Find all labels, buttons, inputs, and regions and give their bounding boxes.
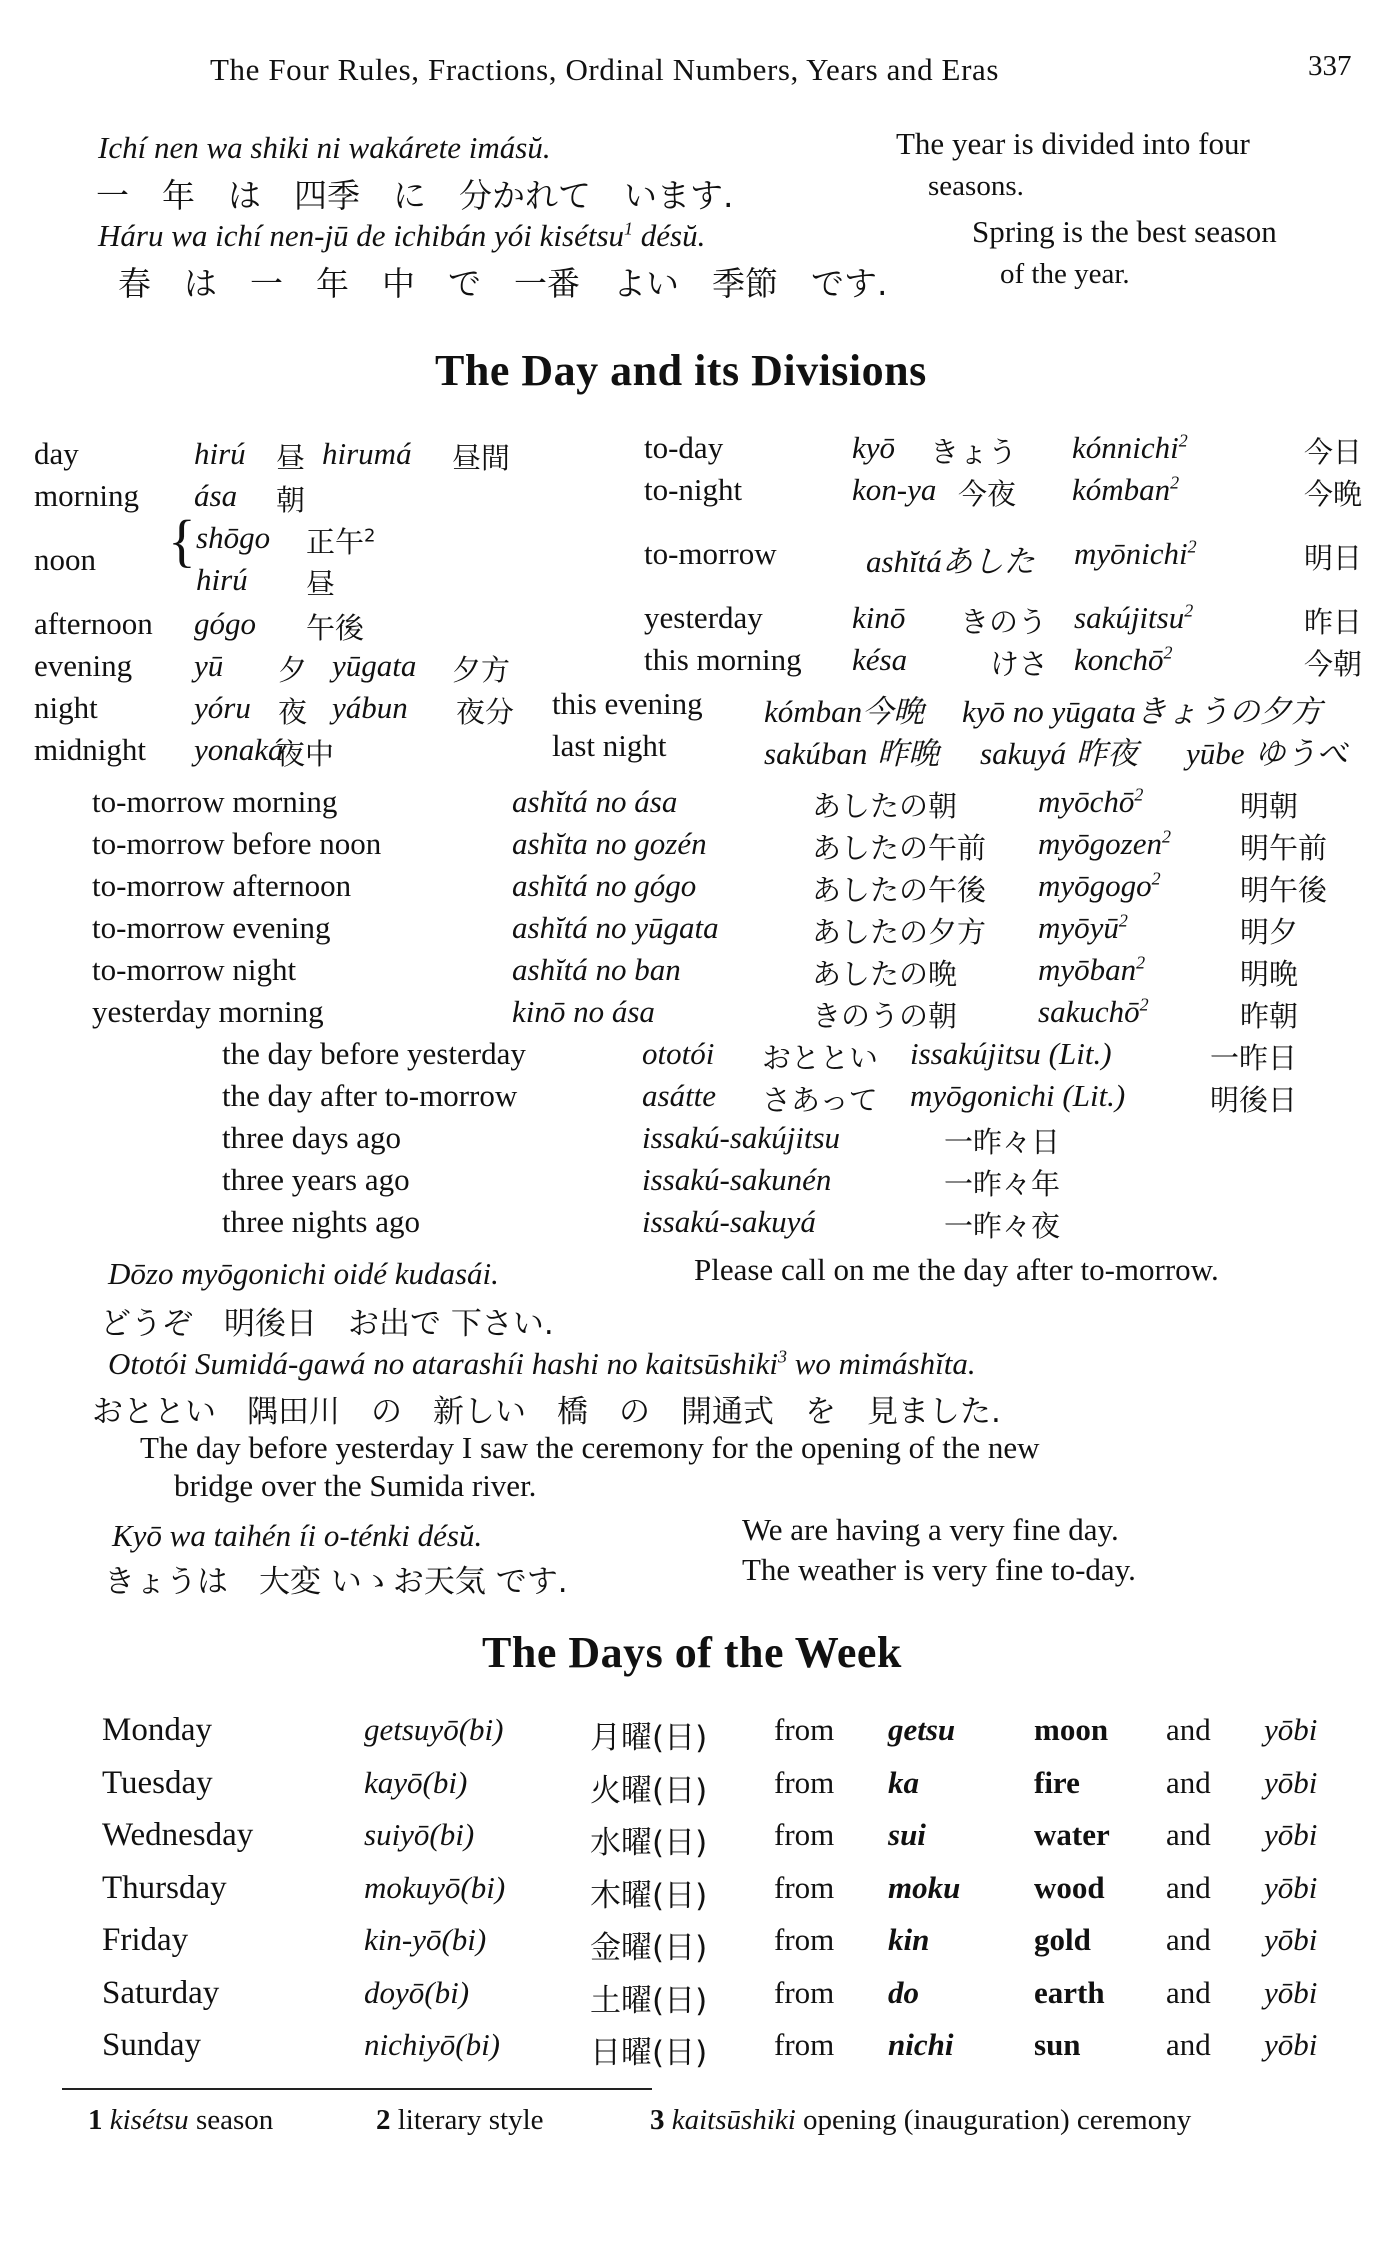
intro-english: The year is divided into four xyxy=(896,126,1250,161)
term-kana: 今夜 xyxy=(958,477,1017,511)
weekday-kanji: 火曜(日) xyxy=(590,1772,708,1809)
term-kana: あしたの朝 xyxy=(812,789,958,823)
term-literary xyxy=(1038,784,1143,820)
term-romaji xyxy=(1186,728,1347,773)
example-english: We are having a very fine day. xyxy=(742,1512,1119,1547)
term-english: to-night xyxy=(644,472,743,507)
term-romaji xyxy=(764,728,939,773)
term-literary xyxy=(1074,536,1197,572)
example-romaji: Dōzo myōgonichi oidé kudasái. xyxy=(108,1256,499,1291)
intro-kana: 春 は 一 年 中 で 一番 よい 季節 です. xyxy=(118,264,888,303)
weekday-meaning: sun xyxy=(1034,2027,1081,2062)
term-romaji xyxy=(852,430,895,466)
term-kanji: 一昨日 xyxy=(1210,1041,1298,1075)
term-kana: あしたの晩 xyxy=(812,957,958,991)
example-kana: どうぞ 明後日 お出で 下さい. xyxy=(100,1306,554,1342)
footnote xyxy=(650,2104,1191,2137)
example-english: bridge over the Sumida river. xyxy=(174,1468,537,1503)
term-kanji: 明日 xyxy=(1304,541,1363,575)
term-english: this evening xyxy=(552,686,703,721)
word-and: and xyxy=(1166,1764,1211,1800)
weekday-english: Sunday xyxy=(102,2027,201,2063)
term-english: three nights ago xyxy=(222,1204,421,1239)
term-romaji: gógo xyxy=(194,606,256,641)
footnote-ref: 2 xyxy=(364,525,376,547)
weekday-romaji: getsuyō(bi) xyxy=(364,1712,504,1747)
romaji-text: késa xyxy=(852,642,908,677)
term-literary xyxy=(1038,910,1128,946)
weekday-kanji: 木曜(日) xyxy=(590,1877,708,1914)
term-romaji: kinō no ása xyxy=(512,994,655,1029)
term-kana: あしたの午前 xyxy=(812,831,987,865)
weekday-kanji: 土曜(日) xyxy=(590,1982,708,2019)
term-kanji: 明晩 xyxy=(1240,957,1299,991)
term-english: to-day xyxy=(644,430,724,465)
term-literary xyxy=(1038,826,1171,862)
weekday-romaji: kayō(bi) xyxy=(364,1764,468,1800)
weekday-meaning: fire xyxy=(1034,1764,1080,1800)
weekday-romaji: mokuyō(bi) xyxy=(364,1869,506,1905)
term-romaji: ototói xyxy=(642,1036,715,1071)
term-kana: さあって xyxy=(762,1083,878,1117)
term-kanji: 昼間 xyxy=(452,441,511,475)
word-yobi: yōbi xyxy=(1264,2027,1318,2062)
word-and: and xyxy=(1166,2027,1211,2062)
footnote xyxy=(88,2104,273,2137)
term-literary xyxy=(1074,600,1193,636)
footnote-number: 1 xyxy=(88,2104,103,2136)
romaji-text: shōgo xyxy=(196,520,271,555)
term-kanji: 朝 xyxy=(276,483,306,517)
footnote-ref: 2 xyxy=(1139,994,1149,1015)
word-and: and xyxy=(1166,1817,1211,1852)
romaji-text: myōgonichi xyxy=(910,1078,1055,1113)
kana-text: ゆうべ xyxy=(1244,736,1348,772)
kana-text: あした xyxy=(941,544,1035,580)
literary-note: (Lit.) xyxy=(1054,1078,1126,1113)
term-romaji: ashĭtá no yūgata xyxy=(512,910,719,945)
term-romaji: yūgata xyxy=(332,648,417,683)
term-kanji: 夜 xyxy=(278,695,308,729)
term-kana: あしたの午後 xyxy=(812,873,987,907)
term-romaji xyxy=(962,686,1322,731)
term-english: three years ago xyxy=(222,1162,410,1197)
term-english: to-morrow evening xyxy=(92,910,331,945)
intro-english: of the year. xyxy=(1000,258,1130,290)
term-literary xyxy=(1038,952,1145,988)
term-literary xyxy=(1074,642,1173,678)
footnote-text: season xyxy=(188,2104,274,2136)
word-yobi: yōbi xyxy=(1264,1869,1318,1905)
footnote-rule xyxy=(62,2088,652,2090)
word-yobi: yōbi xyxy=(1264,1712,1318,1747)
kanji-text: 今晩 xyxy=(862,694,925,730)
term-english: to-morrow morning xyxy=(92,784,338,819)
term-romaji: ashĭtá no gógo xyxy=(512,868,697,903)
term-romaji: hirumá xyxy=(322,436,412,471)
term-kanji: 昨朝 xyxy=(1240,999,1299,1033)
footnote-ref: 1 xyxy=(624,218,634,239)
word-from: from xyxy=(774,1817,835,1852)
footnote-term: kisétsu xyxy=(109,2104,189,2136)
space xyxy=(103,2104,110,2136)
romaji-text: kómban xyxy=(764,694,863,729)
word-yobi: yōbi xyxy=(1264,1922,1318,1957)
term-kanji: 夜中 xyxy=(276,737,335,771)
term-english: morning xyxy=(34,478,140,513)
term-romaji xyxy=(852,642,907,678)
footnote-ref: 2 xyxy=(1136,952,1146,973)
term-kanji: 明午後 xyxy=(1240,873,1328,907)
term-literary xyxy=(1038,868,1161,904)
weekday-romaji: nichiyō(bi) xyxy=(364,2027,501,2062)
term-romaji: hirú xyxy=(196,562,248,597)
word-yobi: yōbi xyxy=(1264,1764,1318,1800)
space xyxy=(391,2104,398,2136)
footnote-number: 2 xyxy=(376,2104,391,2136)
term-english: midnight xyxy=(34,732,146,767)
term-kanji: 夕 xyxy=(278,653,308,687)
example-english: The weather is very fine to-day. xyxy=(742,1552,1136,1587)
weekday-english: Tuesday xyxy=(102,1764,213,1801)
romaji-text: kómban xyxy=(1072,472,1171,507)
romaji-text: myōnichi xyxy=(1074,536,1188,571)
term-literary xyxy=(1072,472,1179,508)
term-kanji: 一昨々夜 xyxy=(944,1209,1061,1243)
term-kanji: 今日 xyxy=(1304,435,1363,469)
term-romaji: asátte xyxy=(642,1078,717,1113)
term-english: the day after to-morrow xyxy=(222,1078,518,1113)
footnote-ref: 2 xyxy=(1163,642,1173,663)
term-english: three days ago xyxy=(222,1120,402,1155)
intro-romaji: Ichí nen wa shiki ni wakárete imásŭ. xyxy=(98,130,551,165)
term-romaji: ása xyxy=(194,478,238,513)
footnote-ref: 2 xyxy=(1170,472,1180,493)
term-english: afternoon xyxy=(34,606,153,641)
romaji-text: myōgogo xyxy=(1038,868,1152,903)
term-english: to-morrow afternoon xyxy=(92,868,352,903)
term-romaji xyxy=(764,686,924,731)
intro-romaji xyxy=(98,218,705,254)
term-romaji xyxy=(196,520,270,556)
word-and: and xyxy=(1166,1922,1211,1957)
term-kana: あしたの夕方 xyxy=(812,915,987,949)
term-kanji: 明夕 xyxy=(1240,915,1299,949)
word-from: from xyxy=(774,2027,835,2062)
romaji-text: kyō xyxy=(852,430,896,465)
romaji-text: wo mimáshĭta. xyxy=(786,1346,976,1381)
footnote-ref: 2 xyxy=(1178,430,1188,451)
footnote-ref: 2 xyxy=(1161,826,1171,847)
term-english: noon xyxy=(34,542,96,577)
example-romaji xyxy=(108,1346,976,1382)
romaji-text: issakújitsu xyxy=(910,1036,1041,1071)
intro-kana: 一 年 は 四季 に 分かれて います. xyxy=(96,176,734,215)
romaji-text: sakúban xyxy=(764,736,868,771)
romaji-text: sakuchō xyxy=(1038,994,1140,1029)
term-kanji: 明朝 xyxy=(1240,789,1299,823)
kanji-text: 正午 xyxy=(306,525,365,559)
term-kana: きのうの朝 xyxy=(812,999,958,1033)
term-kana: きょう xyxy=(930,435,1018,469)
term-kanji: 昨日 xyxy=(1304,605,1363,639)
weekday-kanji: 金曜(日) xyxy=(590,1930,708,1966)
term-romaji xyxy=(852,472,936,508)
word-from: from xyxy=(774,1764,835,1800)
weekday-source: sui xyxy=(888,1817,926,1852)
weekday-romaji: kin-yō(bi) xyxy=(364,1922,487,1957)
term-romaji: yóru xyxy=(194,690,251,725)
running-header: The Four Rules, Fractions, Ordinal Numbers, Years and Eras xyxy=(210,52,1000,87)
example-english: Please call on me the day after to-morrow. xyxy=(694,1252,1219,1287)
intro-english: seasons. xyxy=(928,170,1024,202)
page-number: 337 xyxy=(1308,50,1352,82)
footnote-ref: 2 xyxy=(1118,910,1128,931)
term-romaji: hirú xyxy=(194,436,246,471)
weekday-meaning: earth xyxy=(1034,1974,1105,2010)
footnote-ref: 2 xyxy=(1187,536,1197,557)
term-romaji xyxy=(852,600,905,636)
word-and: and xyxy=(1166,1869,1211,1905)
space xyxy=(665,2104,672,2136)
term-english: yesterday morning xyxy=(92,994,324,1029)
weekday-meaning: water xyxy=(1034,1817,1110,1852)
weekday-romaji: suiyō(bi) xyxy=(364,1817,475,1852)
word-from: from xyxy=(774,1922,835,1957)
word-yobi: yōbi xyxy=(1264,1974,1318,2010)
footnote-number: 3 xyxy=(650,2104,665,2136)
word-and: and xyxy=(1166,1974,1211,2010)
word-from: from xyxy=(774,1869,835,1905)
term-kanji: 昼 xyxy=(276,441,306,475)
term-english: evening xyxy=(34,648,133,683)
term-kanji: 今晩 xyxy=(1304,477,1363,511)
weekday-source: ka xyxy=(888,1764,919,1800)
weekday-source: do xyxy=(888,1974,919,2010)
term-kanji: 夕方 xyxy=(452,653,511,687)
footnote-ref: 2 xyxy=(1134,784,1144,805)
weekday-source: getsu xyxy=(888,1712,956,1747)
term-romaji: yábun xyxy=(332,690,408,725)
weekday-kanji: 月曜(日) xyxy=(590,1720,708,1756)
romaji-text: Ototói Sumidá-gawá no atarashíi hashi no kaitsūshiki xyxy=(108,1346,778,1381)
term-kana: けさ xyxy=(990,647,1049,681)
romaji-text: myōyū xyxy=(1038,910,1119,945)
footnote-term: kaitsūshiki xyxy=(671,2104,796,2136)
term-kanji: 昼 xyxy=(306,567,336,601)
term-literary xyxy=(910,1078,1125,1114)
term-literary xyxy=(1072,430,1188,466)
term-romaji xyxy=(980,728,1138,773)
romaji-text: myōgozen xyxy=(1038,826,1162,861)
word-from: from xyxy=(774,1712,835,1747)
weekday-english: Thursday xyxy=(102,1869,227,1906)
romaji-text: konchō xyxy=(1074,642,1164,677)
romaji-text: myōban xyxy=(1038,952,1137,987)
weekday-english: Saturday xyxy=(102,1974,220,2011)
example-kana: おととい 隅田川 の 新しい 橋 の 開通式 を 見ました. xyxy=(92,1394,1001,1430)
example-kana: きょうは 大変 いゝお天気 です. xyxy=(104,1564,568,1600)
footnote-ref: 3 xyxy=(777,1346,787,1367)
word-yobi: yōbi xyxy=(1264,1817,1318,1852)
romaji-text: kon-ya xyxy=(852,472,937,507)
footnote-ref: 2 xyxy=(1184,600,1194,621)
literary-note: (Lit.) xyxy=(1040,1036,1112,1071)
weekday-english: Monday xyxy=(102,1712,212,1748)
intro-english: Spring is the best season xyxy=(972,214,1277,249)
weekday-source: kin xyxy=(888,1922,930,1957)
kanji-text: 昨晩 xyxy=(867,736,940,772)
term-english: to-morrow xyxy=(644,536,777,571)
brace-glyph: { xyxy=(168,508,196,573)
weekday-romaji: doyō(bi) xyxy=(364,1974,470,2010)
kanji-text: 昨夜 xyxy=(1066,736,1138,772)
romaji-text: ashĭtá xyxy=(866,544,942,579)
term-kanji: 今朝 xyxy=(1304,647,1363,681)
term-literary xyxy=(910,1036,1112,1072)
word-and: and xyxy=(1166,1712,1211,1747)
romaji-text: kinō xyxy=(852,600,906,635)
romaji-text: sakújitsu xyxy=(1074,600,1185,635)
term-romaji: yonaká xyxy=(194,732,284,767)
term-kanji: 明後日 xyxy=(1210,1083,1298,1117)
term-english: to-morrow night xyxy=(92,952,297,987)
footnote-ref: 2 xyxy=(1151,868,1161,889)
section-title: The Day and its Divisions xyxy=(435,346,927,395)
term-english: to-morrow before noon xyxy=(92,826,382,861)
term-romaji: ashĭtá no ása xyxy=(512,784,678,819)
term-romaji: yū xyxy=(194,648,224,683)
romaji-text: myōchō xyxy=(1038,784,1135,819)
weekday-meaning: gold xyxy=(1034,1922,1091,1957)
term-kanji: 午後 xyxy=(306,611,365,645)
weekday-source: moku xyxy=(888,1869,961,1905)
term-english: this morning xyxy=(644,642,802,677)
romaji-text: sakuyá xyxy=(980,736,1067,771)
weekday-meaning: moon xyxy=(1034,1712,1109,1747)
term-kanji: 夜分 xyxy=(456,695,515,729)
romaji-text: Háru wa ichí nen-jū de ichibán yói kisétsu xyxy=(98,218,625,253)
romaji-text: kyō no yūgata xyxy=(962,694,1136,729)
term-kanji xyxy=(306,520,375,561)
term-romaji: ashĭta no gozén xyxy=(512,826,707,861)
term-english: day xyxy=(34,436,79,471)
weekday-kanji: 日曜(日) xyxy=(590,2035,708,2071)
weekday-source: nichi xyxy=(888,2027,954,2062)
example-romaji: Kyō wa taihén íi o-ténki désŭ. xyxy=(112,1518,483,1553)
section-title: The Days of the Week xyxy=(482,1628,902,1677)
word-from: from xyxy=(774,1974,835,2010)
term-kanji: 明午前 xyxy=(1240,831,1328,865)
term-kanji: 一昨々年 xyxy=(944,1167,1061,1201)
footnote-text: literary style xyxy=(397,2104,544,2136)
term-kana: きのう xyxy=(960,605,1048,639)
term-romaji: issakú-sakunén xyxy=(642,1162,832,1197)
weekday-kanji: 水曜(日) xyxy=(590,1825,708,1861)
term-kana: おととい xyxy=(762,1041,879,1075)
term-english: the day before yesterday xyxy=(222,1036,526,1071)
term-english: night xyxy=(34,690,98,725)
term-romaji: ashĭtá no ban xyxy=(512,952,681,987)
term-kanji: 一昨々日 xyxy=(944,1125,1061,1159)
term-romaji xyxy=(866,536,1035,581)
footnote-text: opening (inauguration) ceremony xyxy=(795,2104,1192,2136)
kana-text: きょうの夕方 xyxy=(1135,694,1322,730)
footnote xyxy=(376,2104,544,2137)
romaji-text: yūbe xyxy=(1186,736,1245,771)
term-english: last night xyxy=(552,728,667,763)
example-english: The day before yesterday I saw the ceremony for the opening of the new xyxy=(140,1430,1040,1465)
weekday-english: Friday xyxy=(102,1922,189,1958)
term-literary xyxy=(1038,994,1149,1030)
term-romaji: issakú-sakuyá xyxy=(642,1204,816,1239)
romaji-text: kónnichi xyxy=(1072,430,1179,465)
weekday-meaning: wood xyxy=(1034,1869,1105,1905)
romaji-text: désŭ. xyxy=(633,218,706,253)
term-romaji: issakú-sakújitsu xyxy=(642,1120,841,1155)
term-english: yesterday xyxy=(644,600,763,635)
weekday-english: Wednesday xyxy=(102,1817,254,1853)
